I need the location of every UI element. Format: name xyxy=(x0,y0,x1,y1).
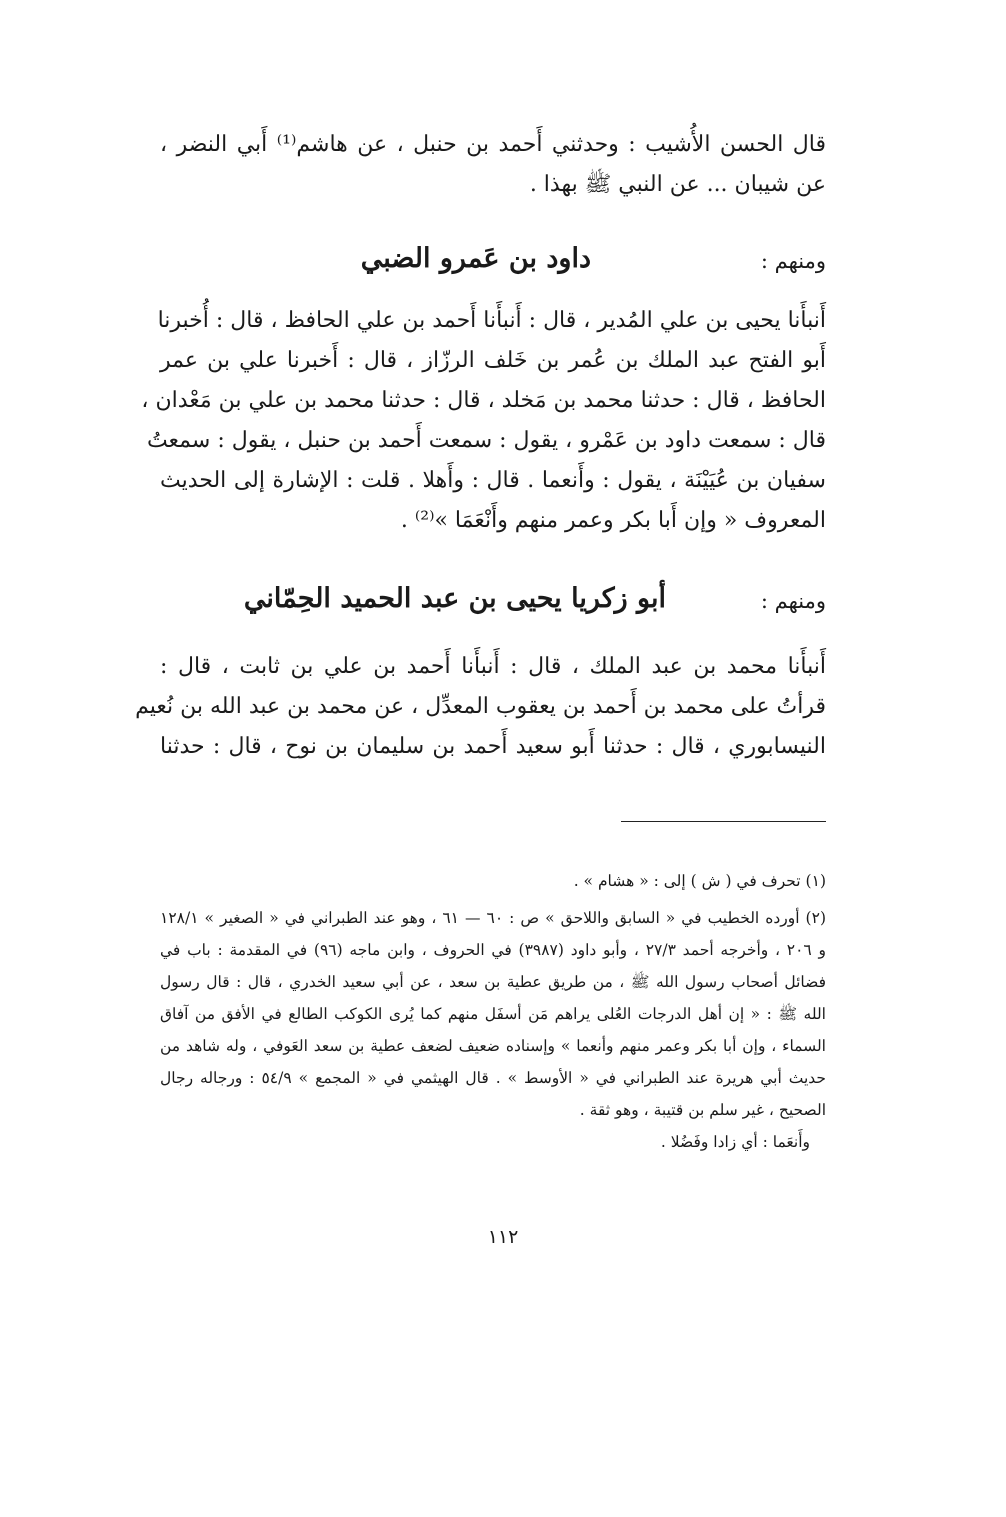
footnote-line: السماء ، وإن أبا بكر وعمر منهم وأنعما » وإسناده ضعيف لضعف عطية بن سعد العَوفي ، وله شاهد من xyxy=(160,1037,826,1055)
footnote-line: حديث أبي هريرة عند الطبراني في « الأوسط » . قال الهيثمي في « المجمع » ٥٤/٩ : ورجاله رجال xyxy=(160,1069,826,1087)
footnote-separator xyxy=(621,821,826,822)
heading-lead: ومنهم : xyxy=(760,249,826,273)
body-line: سفيان بن عُيَيْنَة ، يقول : وأَنعما . قال : وأَهلا . قلت : الإشارة إلى الحديث xyxy=(160,468,826,493)
page-number: ١١٢ xyxy=(487,1226,519,1248)
body-line: أَبو الفتح عبد الملك بن عُمر بن خَلف الرزّاز ، قال : أَخبرنا علي بن عمر xyxy=(160,348,826,373)
section-heading xyxy=(160,583,826,623)
footnote-line: (٢) أورده الخطيب في « السابق واللاحق » ص : ٦٠ — ٦١ ، وهو عند الطبراني في « الصغير » ١٢٨/١ xyxy=(160,909,826,927)
footnote-line: و ٢٠٦ ، وأخرجه أحمد ٢٧/٣ ، وأبو داود (٣٩٨٧) في الحروف ، وابن ماجه (٩٦) في المقدمة : باب في xyxy=(160,941,826,959)
footnote-line: فضائل أصحاب رسول الله ﷺ ، من طريق عطية بن سعد ، عن أبي سعيد الخدري ، قال : قال رسول xyxy=(160,973,826,991)
body-line: الحافظ ، قال : حدثنا محمد بن مَخلد ، قال : حدثنا محمد بن علي بن مَعْدان ، xyxy=(141,388,826,413)
body-line: النيسابوري ، قال : حدثنا أَبو سعيد أَحمد بن سليمان بن نوح ، قال : حدثنا xyxy=(160,734,826,759)
body-line: المعروف « وإن أَبا بكر وعمر منهم وأَنْعَمَا »⁽²⁾ . xyxy=(400,508,826,533)
footnote-line: الصحيح ، غير سلم بن قتيبة ، وهو ثقة . xyxy=(579,1101,826,1119)
body-line: قال الحسن الأُشيب : وحدثني أَحمد بن حنبل ، عن هاشم⁽¹⁾ أَبي النضر ، xyxy=(160,132,826,157)
footnote: وأَنعَما : أي زادا وفَضُلا . xyxy=(660,1133,810,1151)
heading-lead: ومنهم : xyxy=(760,589,826,613)
body-line: أَنبأَنا محمد بن عبد الملك ، قال : أَنبأَنا أَحمد بن علي بن ثابت ، قال : xyxy=(160,654,826,679)
heading-title: داود بن عَمرو الضبي xyxy=(360,243,591,274)
heading-title: أبو زكريا يحيى بن عبد الحميد الحِمّاني xyxy=(243,583,666,614)
footnote: (١) تحرف في ( ش ) إلى : « هشام » . xyxy=(573,872,826,890)
body-line: أَنبأَنا يحيى بن علي المُدير ، قال : أَنبأَنا أَحمد بن علي الحافظ ، قال : أُخبرنا xyxy=(157,308,826,333)
footnote-line: الله ﷺ : « إن أهل الدرجات العُلى يراهم مَن أسفَل منهم كما يُرى الكوكب الطالع في الأفق من آفاق xyxy=(160,1005,826,1023)
body-line: عن شيبان ... عن النبي ﷺ بهذا . xyxy=(529,172,826,197)
section-heading xyxy=(160,243,826,283)
body-line: قال : سمعت داود بن عَمْرو ، يقول : سمعت أَحمد بن حنبل ، يقول : سمعتُ xyxy=(146,428,826,453)
body-line: قرأتُ على محمد بن أَحمد بن يعقوب المعدِّل ، عن محمد بن عبد الله بن نُعيم xyxy=(135,694,826,719)
